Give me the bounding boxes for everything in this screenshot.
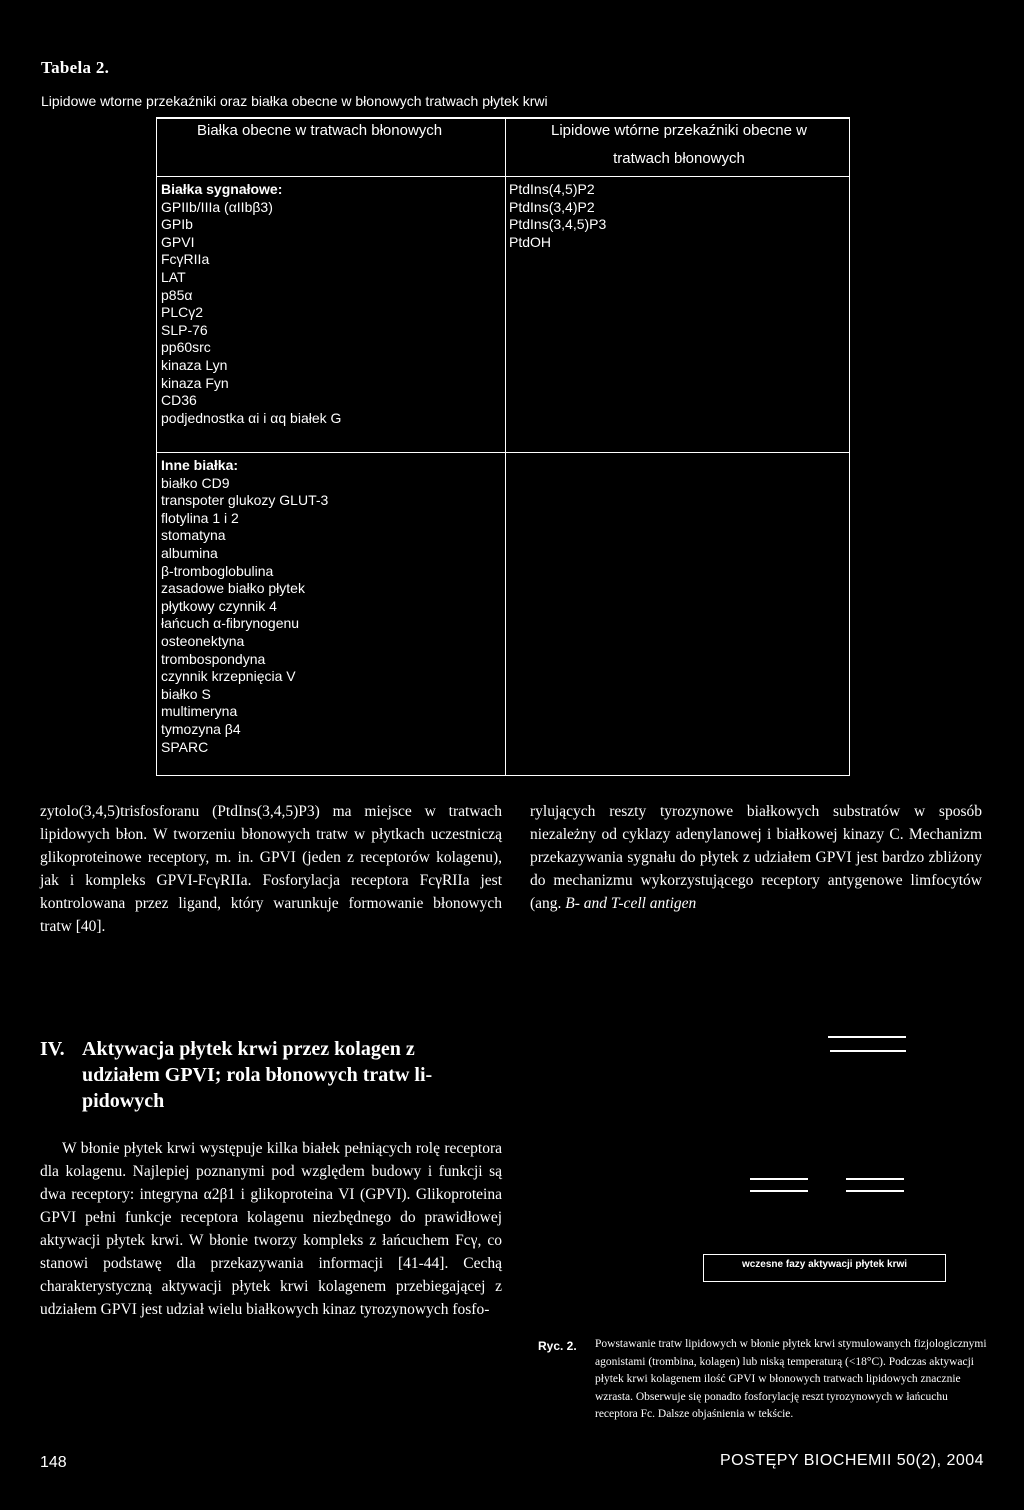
list-item: multimeryna	[161, 703, 238, 720]
table-column-divider	[505, 119, 506, 775]
list-item: PtdIns(4,5)P2	[509, 181, 595, 197]
data-table	[156, 117, 850, 776]
header-left: Białka obecne w tratwach błonowych	[197, 122, 443, 139]
list-item: albumina	[161, 544, 218, 561]
membrane-line	[846, 1190, 904, 1192]
membrane-line	[846, 1178, 904, 1180]
section-number: IV.	[40, 1038, 65, 1060]
list-item: PtdIns(3,4,5)P3	[509, 216, 607, 233]
section-heading	[40, 1036, 500, 1114]
journal-name: POSTĘPY BIOCHEMII 50(2), 2004	[720, 1452, 985, 1469]
signal-proteins-list	[161, 181, 341, 427]
figure-box-label: wczesne fazy aktywacji płytek krwi	[741, 1259, 908, 1270]
list-item: GPIIb/IIIa (αIIbβ3)	[161, 198, 273, 215]
paragraph-text: zytolo(3,4,5)trisfosforanu (PtdIns(3,4,5)P3) ma miejsce w tratwach lipidowych błon. W tworzeniu błonowych tratw w płytkach uczestniczą glikoproteinowe receptory, m. in. GPVI (jeden z receptorów kolagenu), jak i kompleks GPVI-FcγRIIa. Fosforylacja receptora FcγRIIa jest kontrolowana przez ligand, który warunkuje formowanie błonowych tratw [40].	[40, 803, 502, 935]
list-item: osteonektyna	[161, 632, 245, 649]
list-item: FcγRIIa	[161, 251, 210, 268]
table-title: Tabela 2.	[41, 58, 110, 77]
figure-caption-text: Powstawanie tratw lipidowych w błonie płytek krwi stymulowanych fizjologicznymi agonistami (trombina, kolagen) lub niską temperaturą (<18°C). Podczas aktywacji płytek krwi kolagenem ilość GPVI w błonowych tratwach lipidowych znacznie wzrasta. Obserwuje się ponadto fosforylację reszt tyrozynowych w łańcuchu receptora Fc. Dalsze objaśnienia w tekście.	[595, 1338, 987, 1421]
list-item: transpoter glukozy GLUT-3	[161, 492, 329, 509]
signal-heading: Białka sygnałowe:	[161, 181, 283, 197]
list-item: tymozyna β4	[161, 720, 241, 737]
list-item: LAT	[161, 268, 186, 285]
list-item: czynnik krzepnięcia V	[161, 668, 296, 685]
list-item: SLP-76	[161, 321, 208, 338]
list-item: trombospondyna	[161, 650, 266, 667]
other-proteins-list	[161, 457, 328, 756]
membrane-line	[750, 1190, 808, 1192]
list-item: PLCγ2	[161, 304, 204, 321]
list-item: podjednostka αi i αq białek G	[161, 409, 342, 426]
list-item: pp60src	[161, 339, 211, 356]
section-title-line3: pidowych	[82, 1090, 165, 1112]
paragraph-text-main: rylujących reszty tyrozynowe białkowych substratów w sposób niezależny od cyklazy adenylanowej i białkowej kinazy C. Mechanizm przekazywania sygnału do płytek z udziałem GPVI jest bardzo zbliżony do mechanizmu wykorzystującego receptory antygenowe limfocytów (ang.	[530, 803, 982, 912]
page-number: 148	[40, 1454, 67, 1471]
list-item: PtdIns(3,4)P2	[509, 198, 595, 215]
list-item: płytkowy czynnik 4	[161, 597, 277, 614]
list-item: PtdOH	[509, 233, 552, 250]
header-right-line2: tratwach błonowych	[613, 150, 745, 167]
list-item: CD36	[161, 392, 197, 409]
list-item: GPIb	[161, 216, 193, 233]
list-item: kinaza Lyn	[161, 356, 228, 373]
left-column-paragraph-1	[40, 800, 502, 938]
membrane-line	[750, 1178, 808, 1180]
list-item: kinaza Fyn	[161, 374, 229, 391]
list-item: flotylina 1 i 2	[161, 509, 239, 526]
list-item: białko CD9	[161, 474, 230, 491]
list-item: p85α	[161, 286, 193, 303]
left-column-paragraph-2	[40, 1137, 502, 1321]
right-column-paragraph-1	[530, 800, 982, 915]
list-item: GPVI	[161, 233, 195, 250]
table-caption: Lipidowe wtorne przekaźniki oraz białka obecne w błonowych tratwach płytek krwi	[41, 93, 548, 109]
membrane-line	[828, 1036, 906, 1038]
paragraph-text	[530, 800, 982, 915]
lipid-messengers-list	[509, 181, 606, 251]
other-heading: Inne białka:	[161, 457, 239, 473]
list-item: łańcuch α-fibrynogenu	[161, 615, 300, 632]
list-item: stomatyna	[161, 527, 226, 544]
list-item: białko S	[161, 685, 211, 702]
membrane-line	[830, 1050, 906, 1052]
paragraph-text-italic: B- and T-cell antigen	[565, 895, 697, 912]
list-item: SPARC	[161, 738, 209, 755]
section-title-line2: udziałem GPVI; rola błonowych tratw li-	[82, 1064, 433, 1086]
table-header-divider	[157, 176, 849, 177]
table-section-divider	[157, 452, 849, 453]
list-item: zasadowe białko płytek	[161, 580, 305, 597]
header-right-line1: Lipidowe wtórne przekaźniki obecne w	[551, 122, 807, 139]
paragraph-text: W błonie płytek krwi występuje kilka białek pełniących rolę receptora dla kolagenu. Najlepiej poznanymi pod względem budowy i funkcji są dwa receptory: integryna α2β1 i glikoproteina VI (GPVI). Glikoproteina GPVI pełni funkcje receptora kolagenu niezbędnego do prawidłowej aktywacji płytek krwi. W błonie tworzy kompleks z łańcuchem Fcγ, co stanowi podstawę dla przekazywania informacji [41-44]. Cechą charakterystyczną aktywacji płytek krwi kolagenem przebiegającej z udziałem GPVI jest udział wielu białkowych kinaz tyrozynowych fosfo-	[40, 1140, 502, 1318]
list-item: β-tromboglobulina	[161, 562, 274, 579]
figure-caption-label: Ryc. 2.	[538, 1339, 577, 1353]
section-title-line1: Aktywacja płytek krwi przez kolagen z	[82, 1038, 415, 1060]
